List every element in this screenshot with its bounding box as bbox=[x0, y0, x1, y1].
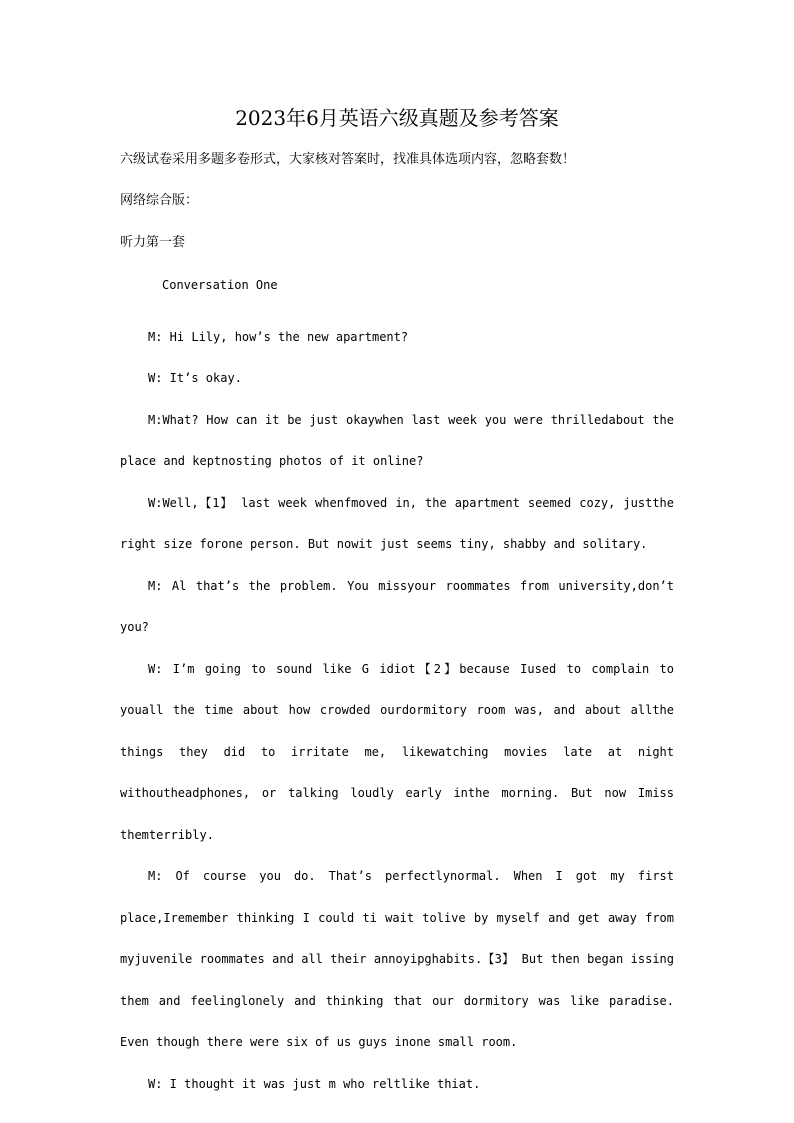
dialogue-paragraph: M: Hi Lily, how’s the new apartment? bbox=[148, 329, 409, 344]
conversation-block bbox=[120, 275, 674, 1105]
section-label: 听力第一套 bbox=[120, 235, 186, 250]
dialogue-paragraph: W: It’s okay. bbox=[148, 371, 242, 385]
dialogue-paragraph: M: Of course you do. That’s perfectlynormal. When I got my first place,Iremember thinking I could ti wait tolive by myself and get away from myjuvenile roommates and all their annoyipghabits.【3】 But then began issing them and feelinglonely and thinking that our dormitory was like paradise. Even though there were six of us guys inone small room. bbox=[120, 869, 674, 1049]
dialogue-paragraph: M: Al that’s the problem. You missyour roommates from university,don’t you? bbox=[120, 578, 674, 634]
document-title: 2023年6月英语六级真题及参考答案 bbox=[235, 106, 559, 130]
conversation-title: Conversation One bbox=[162, 278, 278, 292]
dialogue-paragraph: W: I thought it was just m who reltlike thiat. bbox=[148, 1076, 481, 1091]
dialogue-paragraph: W:Well,【1】 last week whenfmoved in, the apartment seemed cozy, justthe right size forone person. But nowit just seems tiny, shabby and solitary. bbox=[120, 495, 674, 551]
notice-text: 六级试卷采用多题多卷形式，大家核对答案时，找准具体选项内容，忽略套数！ bbox=[120, 152, 576, 167]
dialogue-paragraph: M:What? How can it be just okaywhen last week you were thrilledabout the place and keptnosting photos of it online? bbox=[120, 412, 674, 468]
version-label: 网络综合版： bbox=[120, 193, 199, 208]
dialogue-paragraph: W: I’m going to sound like G idiot【2】because Iused to complain to youall the time about how crowded ourdormitory room was, and about allthe things they did to irritate me, likewatching movies late at night withoutheadphones, or talking loudly early inthe morning. But now Imiss themterribly. bbox=[120, 661, 674, 842]
